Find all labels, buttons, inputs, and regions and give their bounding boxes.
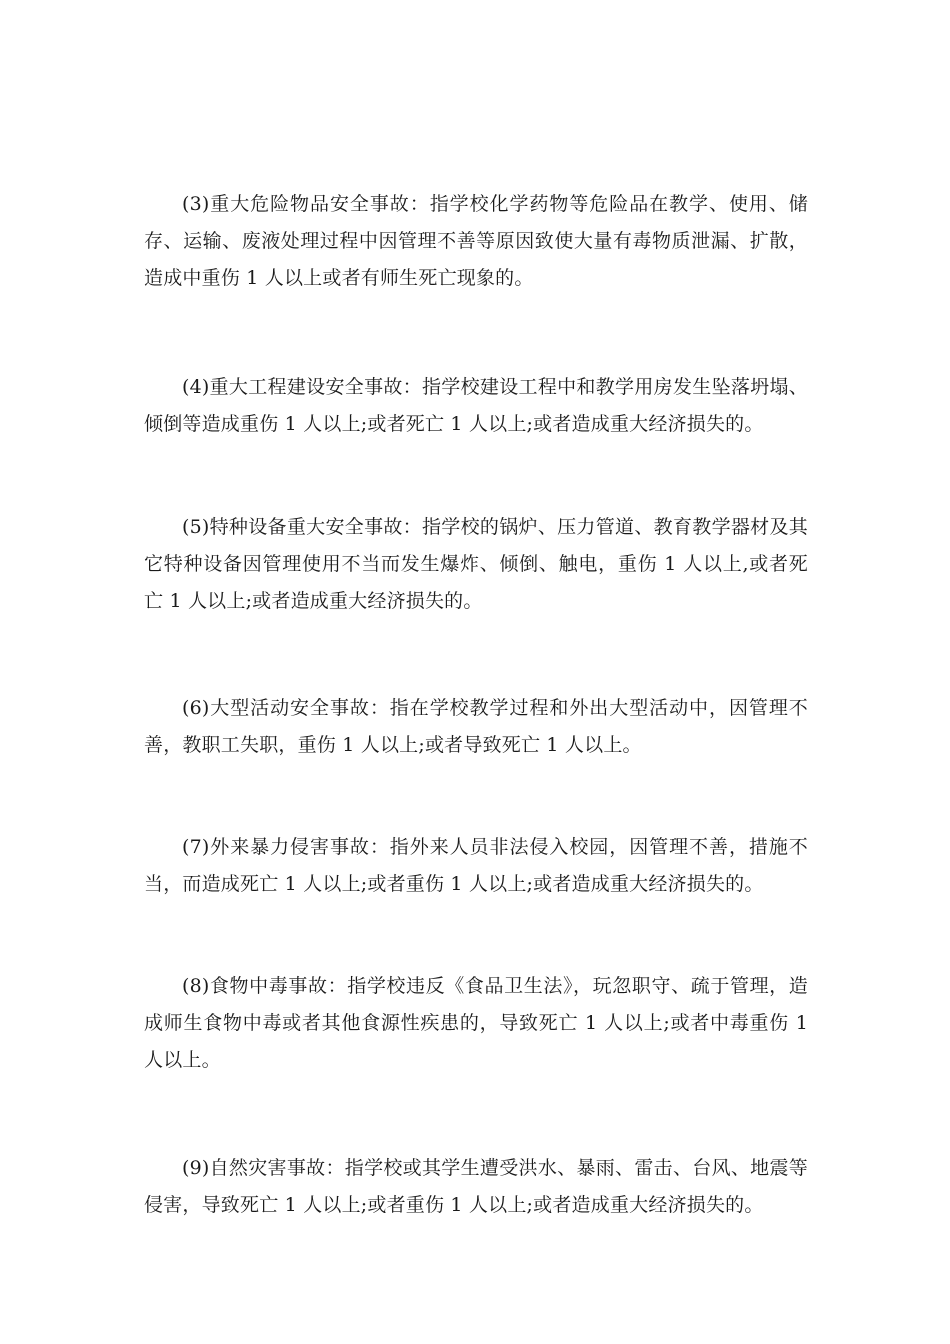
paragraph-external-violence-accident: (7)外来暴力侵害事故：指外来人员非法侵入校园，因管理不善，措施不当，而造成死亡 1 人以上;或者重伤 1 人以上;或者造成重大经济损失的。 [144,836,808,895]
paragraph-hazardous-materials-accident: (3)重大危险物品安全事故：指学校化学药物等危险品在教学、使用、储存、运输、废液处理过程中因管理不善等原因致使大量有毒物质泄漏、扩散，造成中重伤 1 人以上或者有师生死亡现象的。 [144,193,808,289]
paragraph-natural-disaster-accident: (9)自然灾害事故：指学校或其学生遭受洪水、暴雨、雷击、台风、地震等侵害，导致死亡 1 人以上;或者重伤 1 人以上;或者造成重大经济损失的。 [144,1157,808,1216]
paragraph-construction-accident: (4)重大工程建设安全事故：指学校建设工程中和教学用房发生坠落坍塌、倾倒等造成重伤 1 人以上;或者死亡 1 人以上;或者造成重大经济损失的。 [144,376,808,435]
paragraph-special-equipment-accident: (5)特种设备重大安全事故：指学校的锅炉、压力管道、教育教学器材及其它特种设备因管理使用不当而发生爆炸、倾倒、触电，重伤 1 人以上,或者死亡 1 人以上;或者造成重大经济损失的。 [144,516,808,612]
paragraph-large-event-accident: (6)大型活动安全事故：指在学校教学过程和外出大型活动中，因管理不善，教职工失职，重伤 1 人以上;或者导致死亡 1 人以上。 [144,697,808,756]
paragraph-food-poisoning-accident: (8)食物中毒事故：指学校违反《食品卫生法》，玩忽职守、疏于管理，造成师生食物中毒或者其他食源性疾患的，导致死亡 1 人以上;或者中毒重伤 1 人以上。 [144,975,808,1071]
